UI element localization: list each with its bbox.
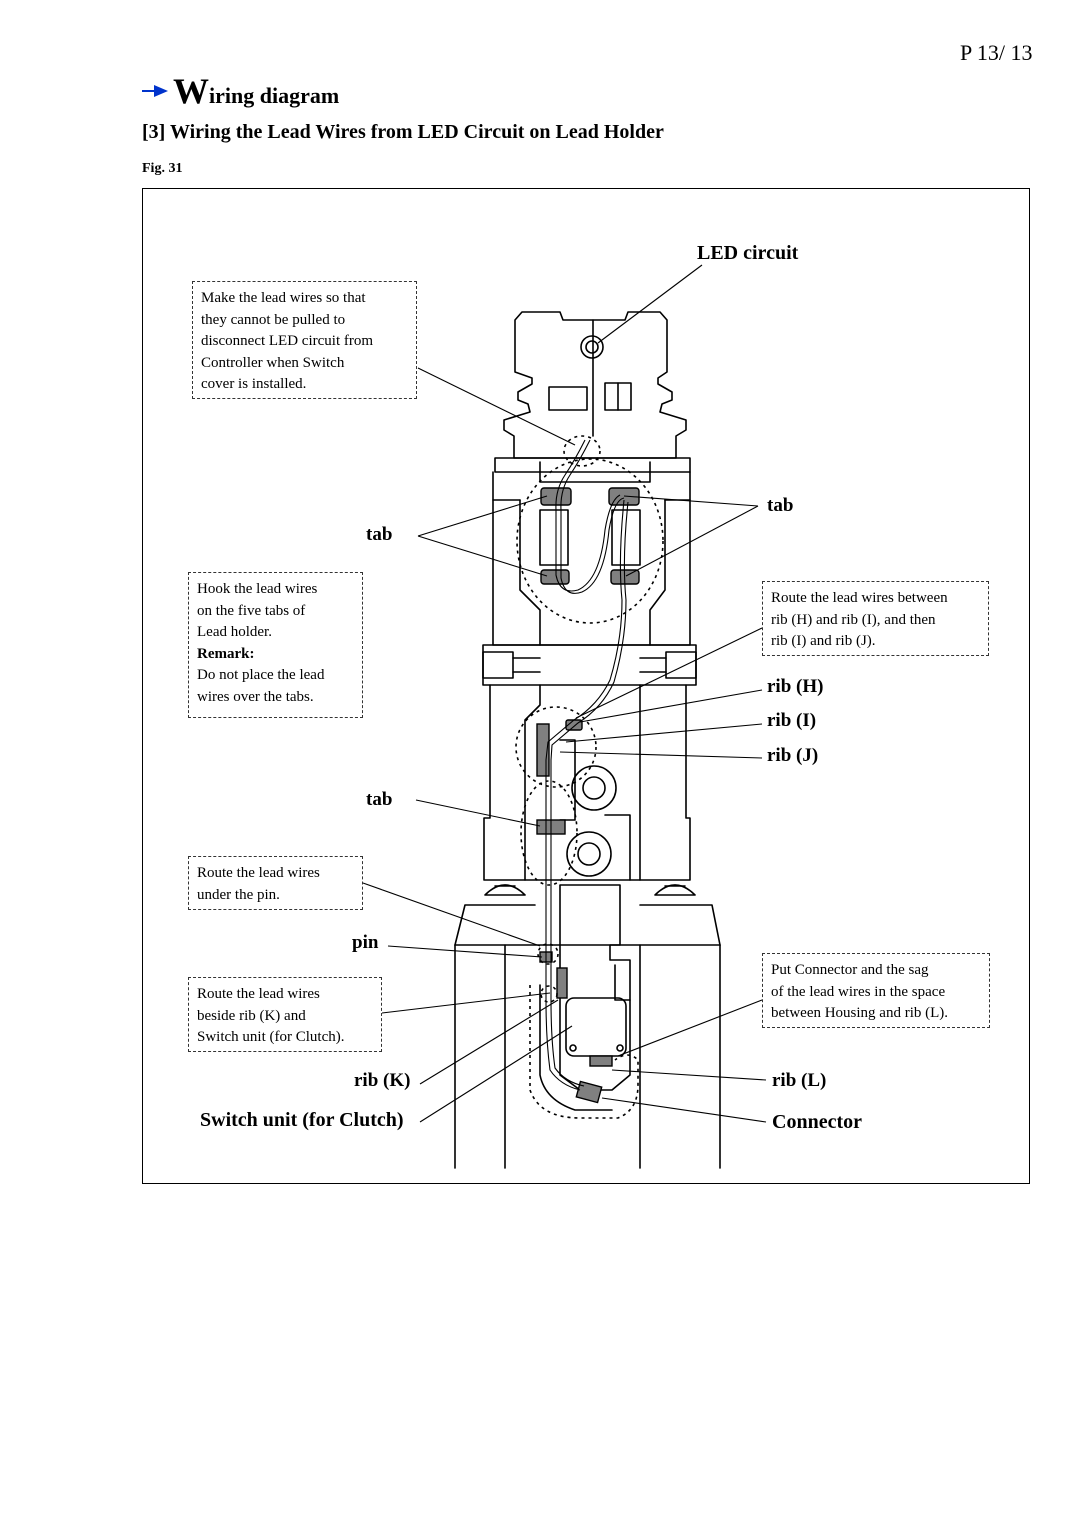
note-line: Route the lead wires between	[771, 590, 948, 606]
label-tab-left: tab	[366, 524, 393, 545]
note-line: beside rib (K) and	[197, 1007, 306, 1024]
label-tab-lower: tab	[366, 789, 393, 810]
note-line: cover is installed.	[201, 376, 307, 392]
note-line: wires over the tabs.	[197, 688, 314, 705]
note-line: rib (H) and rib (I), and then	[771, 611, 936, 628]
head-housing	[504, 312, 686, 458]
note-connector-space	[762, 953, 990, 1028]
note-beside-rib-k	[188, 977, 382, 1052]
note-line: they cannot be pulled to	[201, 311, 346, 328]
note-pull-wires	[192, 281, 417, 399]
note-line: Route the lead wires	[197, 986, 320, 1002]
note-line: Route the lead wires	[197, 865, 320, 881]
label-switch-unit: Switch unit (for Clutch)	[200, 1109, 404, 1131]
note-line: Controller when Switch	[201, 354, 345, 371]
remark-title: Remark:	[197, 645, 255, 662]
label-connector: Connector	[772, 1111, 862, 1133]
note-line: Put Connector and the sag	[771, 962, 929, 978]
rib-l-block	[590, 1056, 612, 1066]
label-tab-right: tab	[767, 495, 794, 516]
label-rib-k: rib (K)	[354, 1070, 411, 1091]
page-number: P 13/ 13	[960, 40, 1033, 65]
subsection-title: [3] Wiring the Lead Wires from LED Circuit on Lead Holder	[142, 121, 664, 143]
label-rib-h: rib (H)	[767, 676, 824, 697]
note-line: rib (I) and rib (J).	[771, 633, 876, 649]
note-under-pin	[188, 856, 363, 910]
label-rib-i: rib (I)	[767, 710, 817, 731]
note-route-ribs	[762, 581, 989, 656]
note-line: Lead holder.	[197, 624, 272, 640]
note-line: under the pin.	[197, 886, 280, 903]
label-rib-l: rib (L)	[772, 1070, 827, 1091]
section-title-rest: iring diagram	[209, 83, 340, 108]
label-pin: pin	[352, 932, 379, 953]
note-line: of the lead wires in the space	[771, 983, 946, 1000]
rib-k-block	[557, 968, 567, 998]
note-line: between Housing and rib (L).	[771, 1005, 949, 1021]
figure-label: Fig. 31	[142, 161, 183, 176]
note-line: on the five tabs of	[197, 602, 306, 619]
tab-lower-left	[541, 570, 569, 584]
label-rib-j: rib (J)	[767, 745, 819, 766]
note-line: disconnect LED circuit from	[201, 333, 374, 349]
label-led-circuit: LED circuit	[697, 242, 799, 264]
note-line: Make the lead wires so that	[201, 290, 366, 306]
section-title-initial: W	[173, 71, 209, 111]
note-line: Switch unit (for Clutch).	[197, 1029, 345, 1045]
note-hook-tabs	[188, 572, 363, 718]
note-line: Do not place the lead	[197, 667, 325, 683]
note-line: Hook the lead wires	[197, 581, 318, 597]
